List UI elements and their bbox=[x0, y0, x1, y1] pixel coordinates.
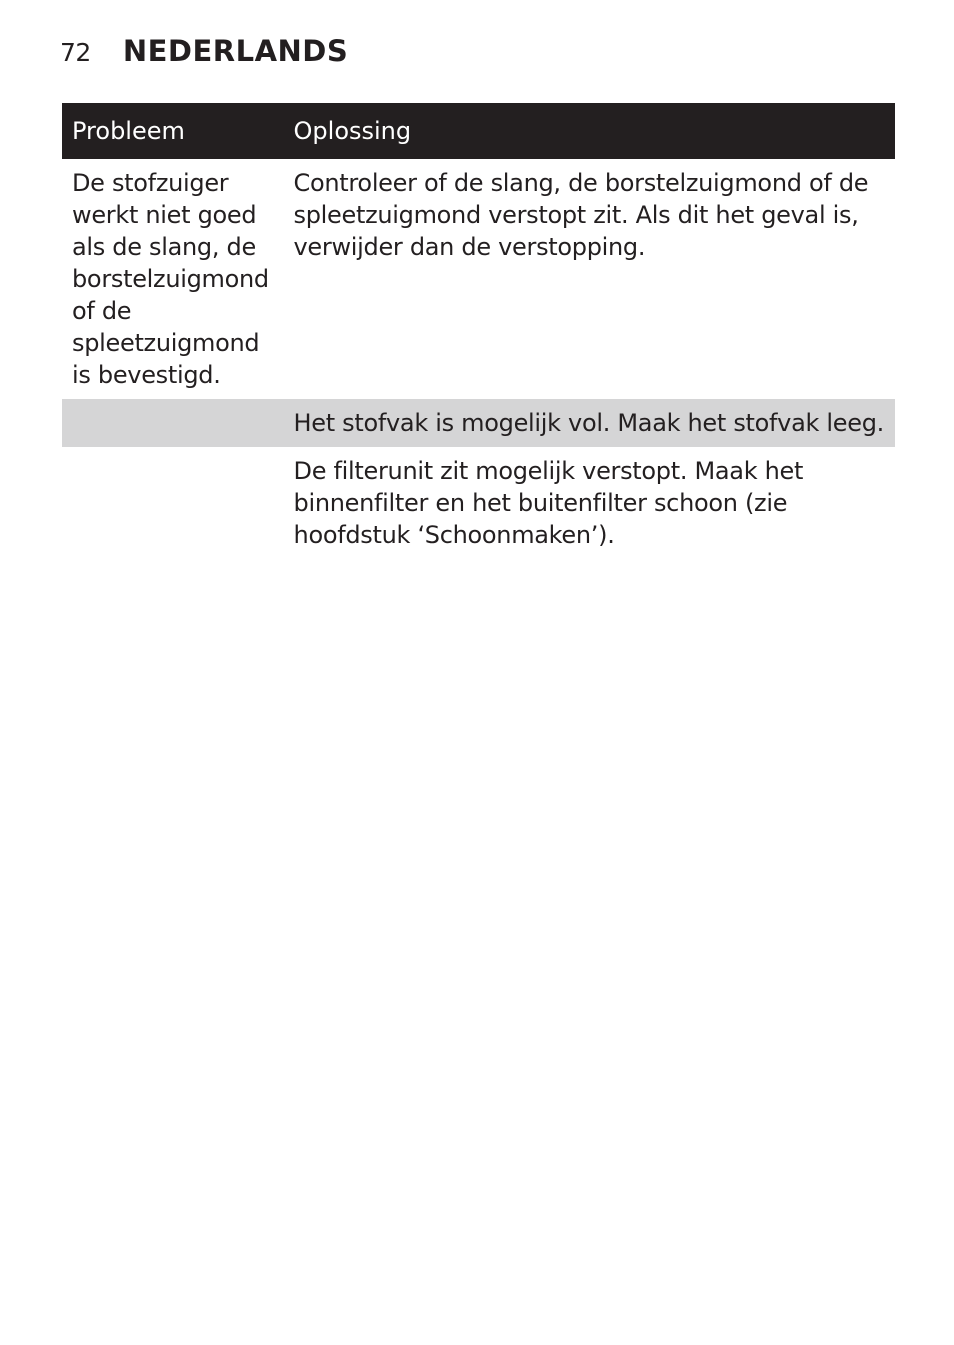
solution-cell: De filterunit zit mogelijk verstopt. Maak het binnenfilter en het buitenfilter schoon (zie hoofdstuk ‘Schoonmaken’). bbox=[293, 457, 804, 549]
section-title: NEDERLANDS bbox=[122, 34, 349, 68]
page-header bbox=[60, 34, 348, 74]
column-header-solution: Oplossing bbox=[284, 103, 895, 159]
problem-cell bbox=[62, 399, 284, 447]
solution-cell: Het stofvak is mogelijk vol. Maak het stofvak leeg. bbox=[284, 399, 895, 447]
solution-cell: Controleer of de slang, de borstelzuigmond of de spleetzuigmond verstopt zit. Als dit het geval is, verwijder dan de verstopping. bbox=[293, 169, 869, 261]
table-row bbox=[62, 447, 895, 559]
page-number: 72 bbox=[60, 38, 91, 67]
column-header-problem: Probleem bbox=[62, 103, 284, 159]
troubleshooting-table bbox=[62, 103, 895, 559]
table-row bbox=[62, 159, 895, 399]
problem-cell: De stofzuiger werkt niet goed als de slang, de borstelzuigmond of de spleetzuigmond is bevestigd. bbox=[72, 169, 269, 389]
table-header-row bbox=[62, 103, 895, 159]
table-row bbox=[62, 399, 895, 447]
problem-cell bbox=[62, 447, 284, 559]
